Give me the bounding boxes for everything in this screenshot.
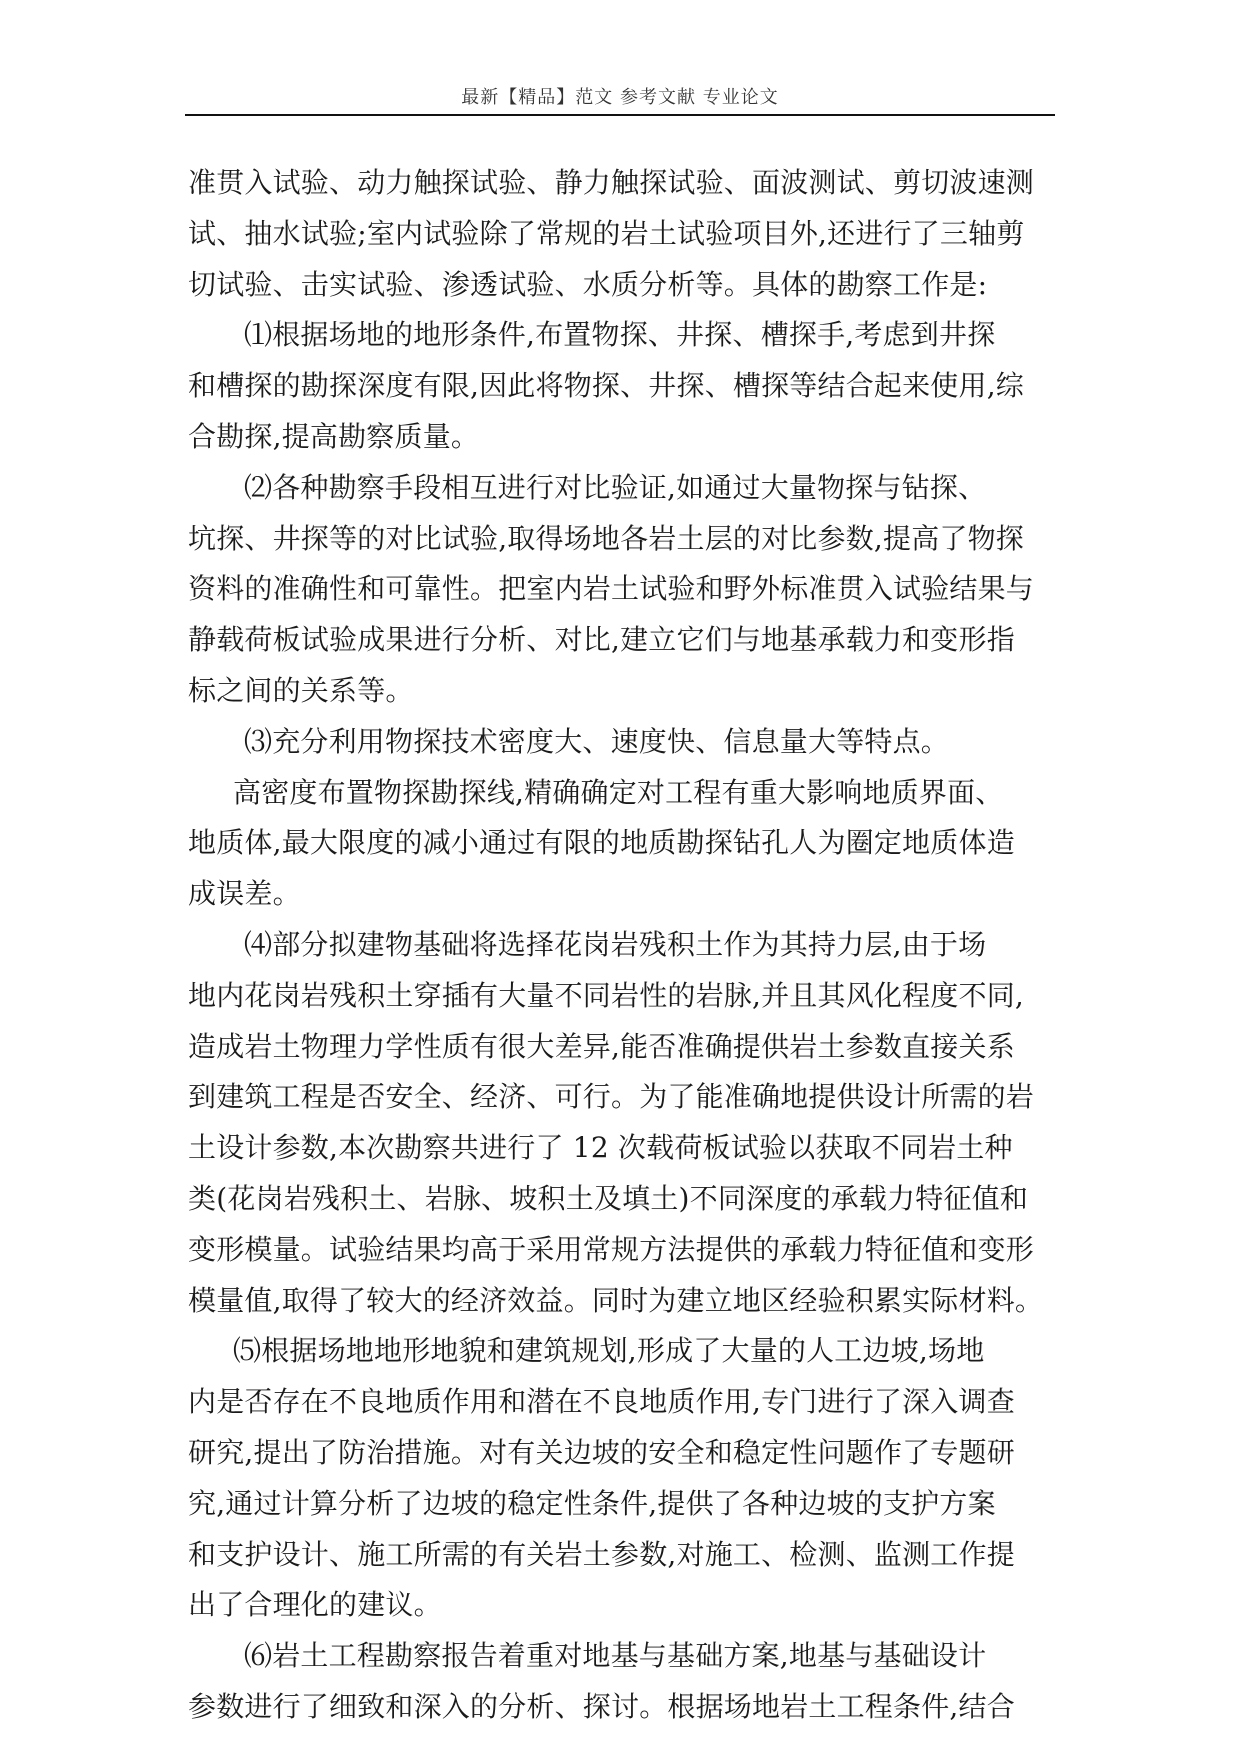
paragraph-line: 造成岩土物理力学性质有很大差异,能否准确提供岩土参数直接关系 bbox=[188, 1029, 1015, 1063]
paragraph-line: 出了合理化的建议。 bbox=[188, 1588, 442, 1622]
paragraph-line: 究,通过计算分析了边坡的稳定性条件,提供了各种边坡的支护方案 bbox=[188, 1486, 996, 1520]
paragraph-line: 参数进行了细致和深入的分析、探讨。根据场地岩土工程条件,结合 bbox=[188, 1689, 1015, 1723]
paragraph-line: ⑸根据场地地形地貌和建筑规划,形成了大量的人工边坡,场地 bbox=[233, 1334, 985, 1368]
paragraph-line: 切试验、击实试验、渗透试验、水质分析等。具体的勘察工作是: bbox=[188, 267, 988, 301]
paragraph-line: 变形模量。试验结果均高于采用常规方法提供的承载力特征值和变形 bbox=[188, 1232, 1035, 1266]
paragraph-line: 土设计参数,本次勘察共进行了 12 次载荷板试验以获取不同岩土种 bbox=[188, 1131, 1013, 1165]
paragraph-line: ⑷部分拟建物基础将选择花岗岩残积土作为其持力层,由于场 bbox=[244, 927, 987, 961]
paragraph-line: 地内花岗岩残积土穿插有大量不同岩性的岩脉,并且其风化程度不同, bbox=[188, 978, 1025, 1012]
paragraph-line: ⑶充分利用物探技术密度大、速度快、信息量大等特点。 bbox=[244, 724, 950, 758]
paragraph-line: 资料的准确性和可靠性。把室内岩土试验和野外标准贯入试验结果与 bbox=[188, 572, 1035, 606]
paragraph-line: 坑探、井探等的对比试验,取得场地各岩土层的对比参数,提高了物探 bbox=[188, 521, 1025, 555]
paragraph-line: 成误差。 bbox=[188, 877, 301, 911]
paragraph-line: 地质体,最大限度的减小通过有限的地质勘探钻孔人为圈定地质体造 bbox=[188, 826, 1015, 860]
paragraph-line: 高密度布置物探勘探线,精确确定对工程有重大影响地质界面、 bbox=[233, 775, 1004, 809]
paragraph-line: ⑵各种勘察手段相互进行对比验证,如通过大量物探与钻探、 bbox=[244, 470, 987, 504]
paragraph-line: 研究,提出了防治措施。对有关边坡的安全和稳定性问题作了专题研 bbox=[188, 1435, 1015, 1469]
header-divider bbox=[185, 114, 1055, 116]
paragraph-line: 到建筑工程是否安全、经济、可行。为了能准确地提供设计所需的岩 bbox=[188, 1080, 1035, 1114]
paragraph-line: 和支护设计、施工所需的有关岩土参数,对施工、检测、监测工作提 bbox=[188, 1537, 1015, 1571]
paragraph-line: 标之间的关系等。 bbox=[188, 673, 414, 707]
paragraph-line: 合勘探,提高勘察质量。 bbox=[188, 419, 480, 453]
paragraph-line: 准贯入试验、动力触探试验、静力触探试验、面波测试、剪切波速测 bbox=[188, 166, 1035, 199]
paragraph-line: 内是否存在不良地质作用和潜在不良地质作用,专门进行了深入调查 bbox=[188, 1385, 1015, 1419]
paragraph-line: 试、抽水试验;室内试验除了常规的岩土试验项目外,还进行了三轴剪 bbox=[188, 216, 1025, 250]
document-body bbox=[188, 158, 1056, 1733]
paragraph-line: ⑴根据场地的地形条件,布置物探、井探、槽探手,考虑到井探 bbox=[244, 318, 996, 352]
paragraph-line: ⑹岩土工程勘察报告着重对地基与基础方案,地基与基础设计 bbox=[244, 1639, 987, 1673]
paragraph-line: 类(花岗岩残积土、岩脉、坡积土及填土)不同深度的承载力特征值和 bbox=[188, 1181, 1029, 1215]
paragraph-line: 静载荷板试验成果进行分析、对比,建立它们与地基承载力和变形指 bbox=[188, 623, 1015, 657]
paragraph-line: 模量值,取得了较大的经济效益。同时为建立地区经验积累实际材料。 bbox=[188, 1283, 1044, 1317]
page-header: 最新【精品】范文 参考文献 专业论文 bbox=[461, 87, 779, 108]
paragraph-line: 和槽探的勘探深度有限,因此将物探、井探、槽探等结合起来使用,综 bbox=[188, 369, 1025, 403]
